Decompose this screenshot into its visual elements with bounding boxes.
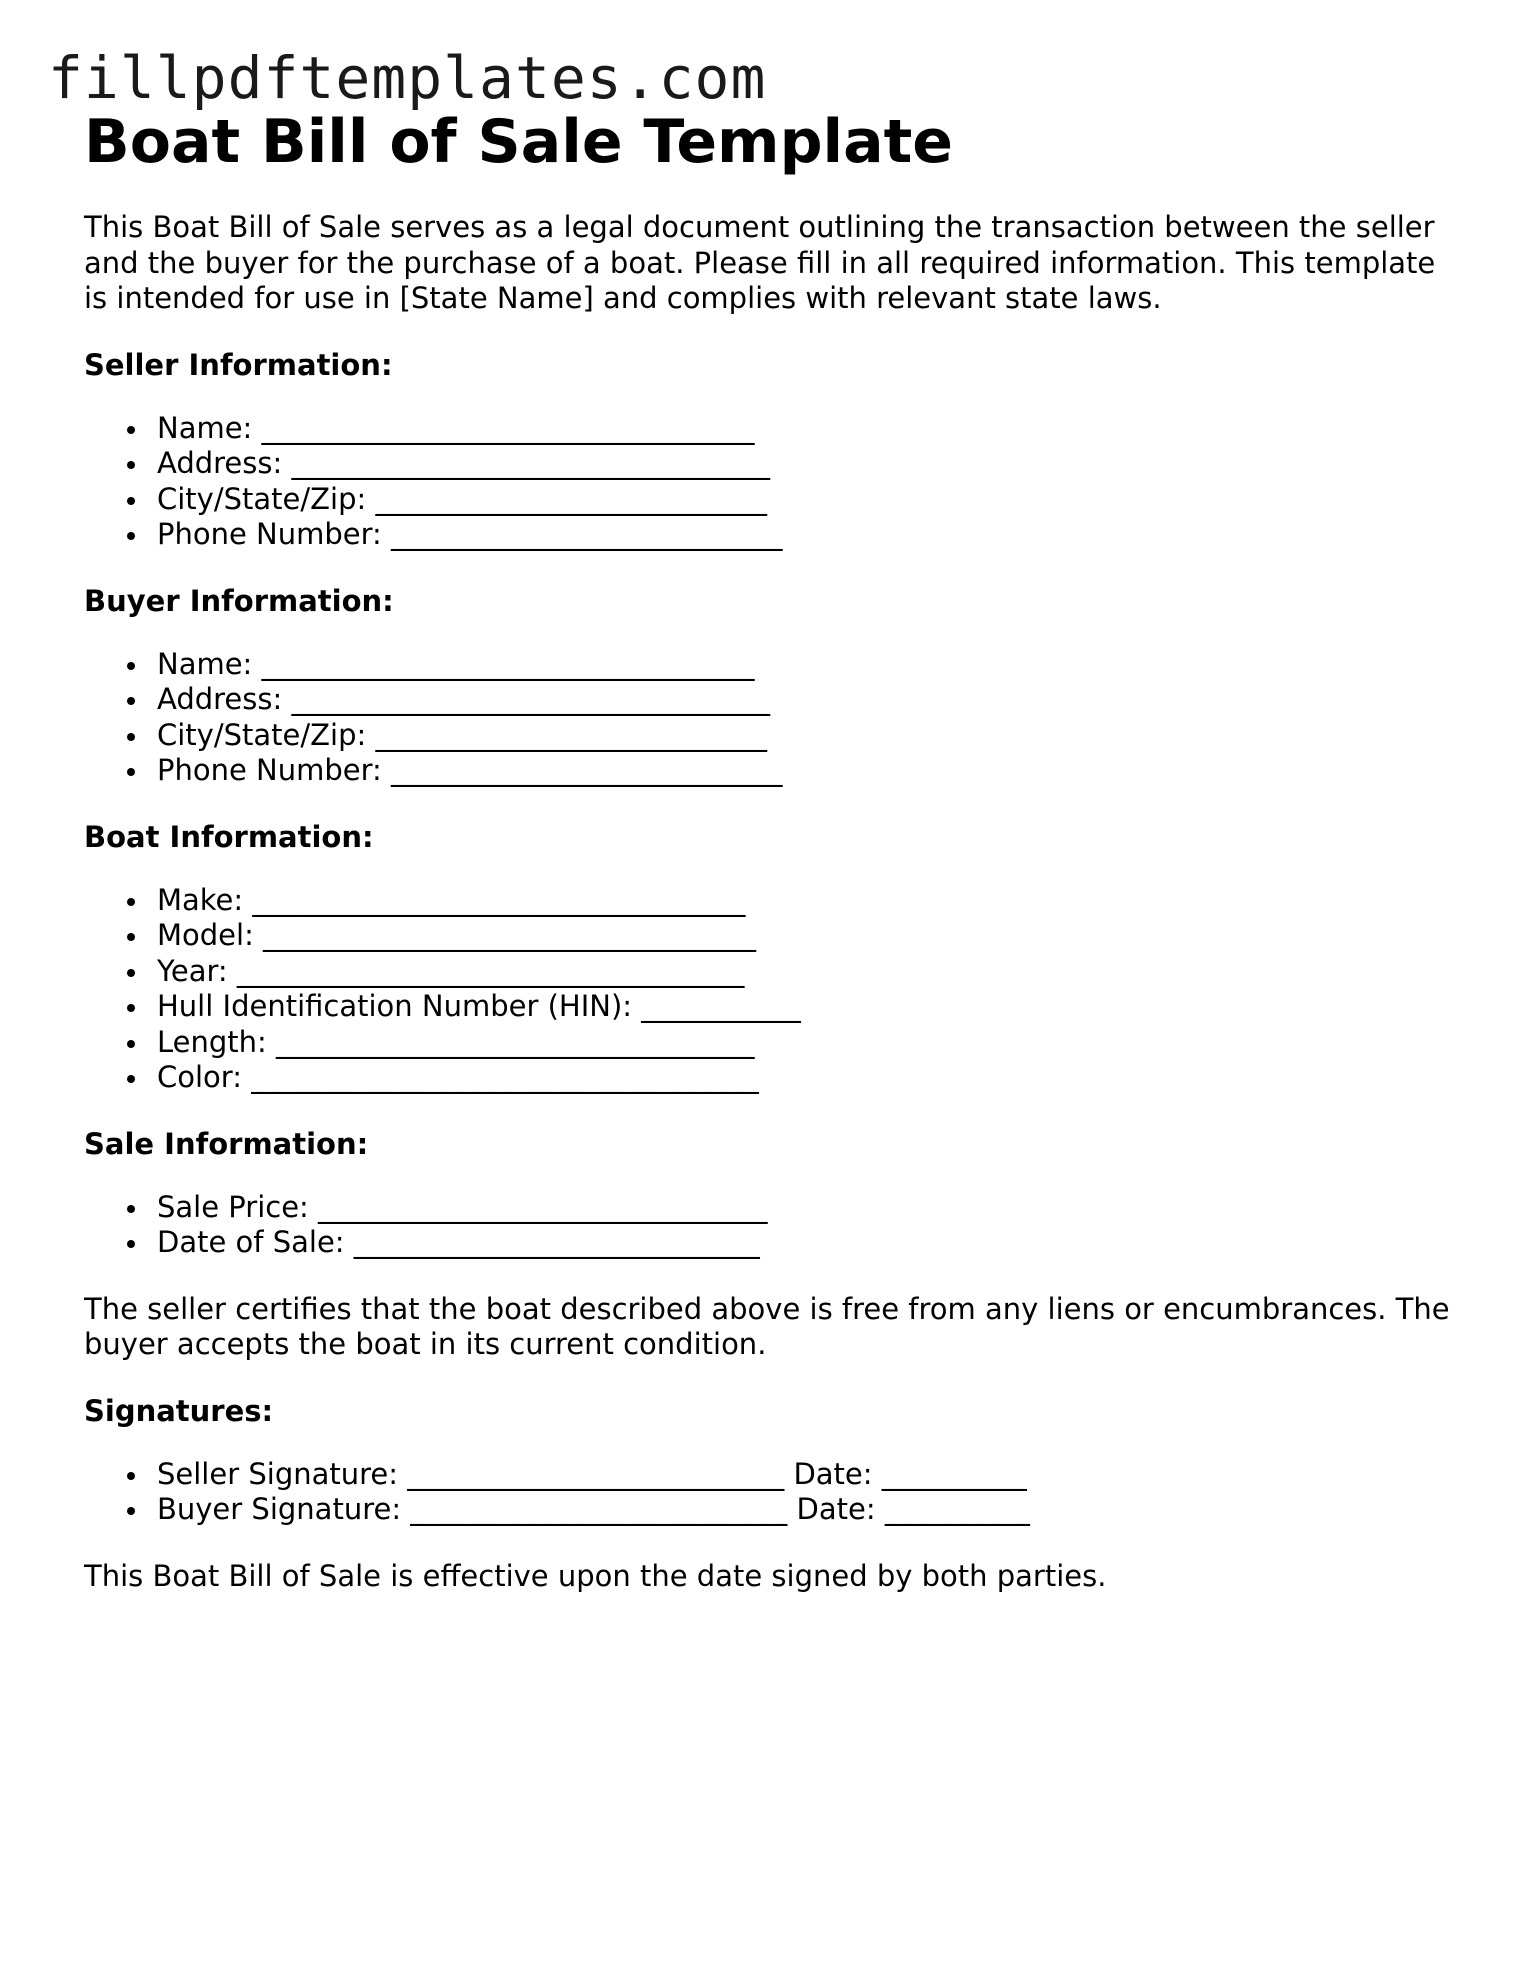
boat-length-field[interactable]: Length: _________________________________ [157,1025,1464,1061]
buyer-phone-field[interactable]: Phone Number: ___________________________ [157,753,1464,789]
seller-phone-field[interactable]: Phone Number: ___________________________ [157,517,1464,553]
buyer-signature-field[interactable]: Buyer Signature: __________________________ Date: __________ [157,1492,1464,1528]
boat-hin-field[interactable]: Hull Identification Number (HIN): ___________ [157,989,1464,1025]
certification-paragraph: The seller certifies that the boat described above is free from any liens or encumbrances. The buyer accepts the boat in its current condition. [84,1291,1450,1361]
buyer-field-list [84,647,1464,789]
seller-signature-field[interactable]: Seller Signature: __________________________ Date: __________ [157,1457,1464,1493]
boat-field-list [84,883,1464,1096]
sale-field-list [84,1190,1464,1261]
buyer-address-field[interactable]: Address: _________________________________ [157,682,1464,718]
sale-date-field[interactable]: Date of Sale: ____________________________ [157,1225,1464,1261]
seller-name-field[interactable]: Name: __________________________________ [157,411,1464,447]
boat-make-field[interactable]: Make: __________________________________ [157,883,1464,919]
boat-section-heading: Boat Information: [84,819,374,854]
document-body [84,106,1464,1594]
effective-date-paragraph: This Boat Bill of Sale is effective upon the date signed by both parties. [84,1558,1107,1593]
signature-field-list [84,1457,1464,1528]
boat-color-field[interactable]: Color: ___________________________________ [157,1060,1464,1096]
signatures-section-heading: Signatures: [84,1393,274,1428]
seller-city-state-zip-field[interactable]: City/State/Zip: ___________________________ [157,482,1464,518]
buyer-city-state-zip-field[interactable]: City/State/Zip: ___________________________ [157,718,1464,754]
buyer-name-field[interactable]: Name: __________________________________ [157,647,1464,683]
sale-price-field[interactable]: Sale Price: _______________________________ [157,1190,1464,1226]
intro-paragraph: This Boat Bill of Sale serves as a legal document outlining the transaction between the seller and the buyer for the purchase of a boat. Please fill in all required information. This template is intended for use in [State Name] and complies with relevant state laws. [84,210,1436,315]
document-title: Boat Bill of Sale Template [84,107,953,177]
boat-model-field[interactable]: Model: __________________________________ [157,918,1464,954]
boat-year-field[interactable]: Year: ___________________________________ [157,954,1464,990]
buyer-section-heading: Buyer Information: [84,583,394,618]
watermark: fillpdftemplates.com [48,44,767,112]
seller-address-field[interactable]: Address: _________________________________ [157,446,1464,482]
seller-field-list [84,411,1464,553]
sale-section-heading: Sale Information: [84,1126,369,1161]
seller-section-heading: Seller Information: [84,347,393,382]
